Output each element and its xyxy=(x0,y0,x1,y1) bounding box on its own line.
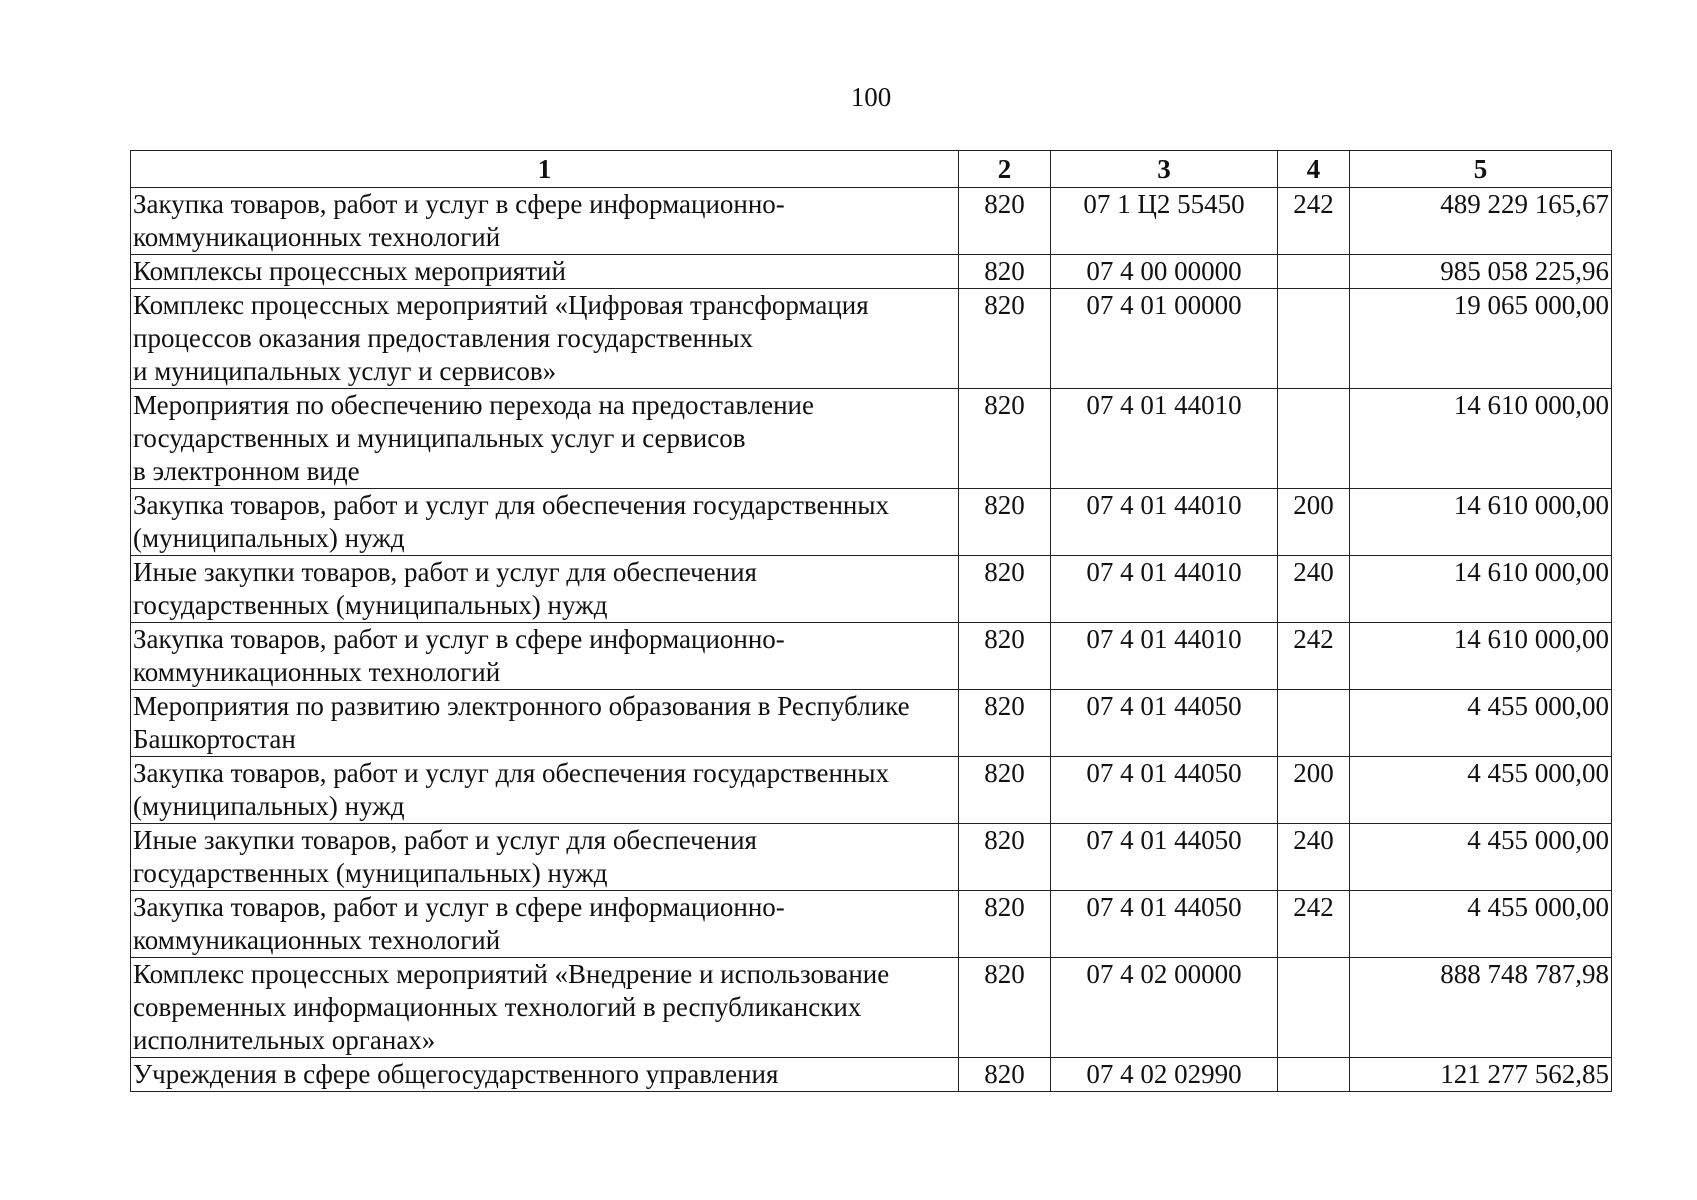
cell-target-article: 07 1 Ц2 55450 xyxy=(1051,188,1278,255)
cell-name xyxy=(131,891,959,958)
cell-expense-type xyxy=(1278,255,1350,289)
cell-name-line: коммуникационных технологий xyxy=(133,222,501,252)
cell-target-article: 07 4 02 00000 xyxy=(1051,958,1278,1058)
cell-name-line: (муниципальных) нужд xyxy=(133,523,405,553)
cell-amount: 14 610 000,00 xyxy=(1350,389,1612,489)
cell-department: 820 xyxy=(959,958,1051,1058)
cell-target-article: 07 4 01 44050 xyxy=(1051,757,1278,824)
cell-department: 820 xyxy=(959,255,1051,289)
cell-expense-type: 240 xyxy=(1278,824,1350,891)
column-header-expense-type: 4 xyxy=(1278,151,1350,188)
table-row xyxy=(131,891,1612,958)
cell-expense-type xyxy=(1278,1058,1350,1092)
cell-name xyxy=(131,489,959,556)
cell-name-line: Иные закупки товаров, работ и услуг для обеспечения xyxy=(133,557,757,587)
cell-name xyxy=(131,556,959,623)
cell-target-article: 07 4 00 00000 xyxy=(1051,255,1278,289)
cell-department: 820 xyxy=(959,188,1051,255)
table-row xyxy=(131,188,1612,255)
cell-name xyxy=(131,824,959,891)
cell-name-line: Закупка товаров, работ и услуг в сфере информационно- xyxy=(133,189,785,219)
column-header-name: 1 xyxy=(131,151,959,188)
cell-name xyxy=(131,255,959,289)
cell-department: 820 xyxy=(959,389,1051,489)
cell-name-line: государственных (муниципальных) нужд xyxy=(133,590,608,620)
cell-department: 820 xyxy=(959,623,1051,690)
cell-amount: 4 455 000,00 xyxy=(1350,891,1612,958)
cell-name xyxy=(131,1058,959,1092)
cell-department: 820 xyxy=(959,556,1051,623)
cell-expense-type: 242 xyxy=(1278,623,1350,690)
cell-amount: 4 455 000,00 xyxy=(1350,757,1612,824)
cell-amount: 121 277 562,85 xyxy=(1350,1058,1612,1092)
page-number: 100 xyxy=(850,82,892,112)
cell-name-line: государственных (муниципальных) нужд xyxy=(133,858,608,888)
cell-amount: 4 455 000,00 xyxy=(1350,824,1612,891)
table-row xyxy=(131,824,1612,891)
table-row xyxy=(131,958,1612,1058)
cell-name xyxy=(131,623,959,690)
cell-target-article: 07 4 01 44050 xyxy=(1051,824,1278,891)
column-header-department: 2 xyxy=(959,151,1051,188)
table-body xyxy=(131,188,1612,1092)
cell-target-article: 07 4 01 44010 xyxy=(1051,489,1278,556)
cell-name xyxy=(131,389,959,489)
cell-name-line: Закупка товаров, работ и услуг для обеспечения государственных xyxy=(133,490,890,520)
cell-name-line: Мероприятия по развитию электронного образования в Республике xyxy=(133,691,910,721)
cell-target-article: 07 4 01 44010 xyxy=(1051,623,1278,690)
cell-name-line: Закупка товаров, работ и услуг для обеспечения государственных xyxy=(133,758,890,788)
cell-expense-type xyxy=(1278,958,1350,1058)
cell-name-line: Мероприятия по обеспечению перехода на предоставление xyxy=(133,390,814,420)
cell-name xyxy=(131,757,959,824)
cell-name-line: Иные закупки товаров, работ и услуг для обеспечения xyxy=(133,825,757,855)
cell-expense-type: 200 xyxy=(1278,757,1350,824)
cell-name xyxy=(131,958,959,1058)
cell-department: 820 xyxy=(959,891,1051,958)
cell-name-line: Комплексы процессных мероприятий xyxy=(133,256,566,286)
table-row xyxy=(131,690,1612,757)
cell-name-line: (муниципальных) нужд xyxy=(133,791,405,821)
cell-department: 820 xyxy=(959,757,1051,824)
cell-name-line: коммуникационных технологий xyxy=(133,657,501,687)
table-row xyxy=(131,1058,1612,1092)
table-row xyxy=(131,255,1612,289)
cell-target-article: 07 4 01 44050 xyxy=(1051,891,1278,958)
cell-name xyxy=(131,289,959,389)
cell-department: 820 xyxy=(959,289,1051,389)
cell-name-line: и муниципальных услуг и сервисов» xyxy=(133,356,557,386)
cell-department: 820 xyxy=(959,489,1051,556)
cell-expense-type xyxy=(1278,289,1350,389)
cell-amount: 985 058 225,96 xyxy=(1350,255,1612,289)
cell-amount: 14 610 000,00 xyxy=(1350,623,1612,690)
column-header-amount: 5 xyxy=(1350,151,1612,188)
cell-amount: 14 610 000,00 xyxy=(1350,556,1612,623)
cell-department: 820 xyxy=(959,1058,1051,1092)
table-row xyxy=(131,289,1612,389)
table-row xyxy=(131,489,1612,556)
cell-target-article: 07 4 02 02990 xyxy=(1051,1058,1278,1092)
cell-name-line: Закупка товаров, работ и услуг в сфере информационно- xyxy=(133,892,785,922)
cell-name-line: Башкортостан xyxy=(133,724,296,754)
cell-target-article: 07 4 01 44010 xyxy=(1051,389,1278,489)
cell-target-article: 07 4 01 44010 xyxy=(1051,556,1278,623)
cell-department: 820 xyxy=(959,690,1051,757)
cell-name-line: коммуникационных технологий xyxy=(133,925,501,955)
cell-name-line: Комплекс процессных мероприятий «Цифровая трансформация xyxy=(133,290,869,320)
cell-target-article: 07 4 01 00000 xyxy=(1051,289,1278,389)
cell-expense-type xyxy=(1278,389,1350,489)
cell-name-line: современных информационных технологий в республиканских xyxy=(133,992,862,1022)
cell-expense-type: 240 xyxy=(1278,556,1350,623)
budget-table xyxy=(130,150,1612,1092)
cell-expense-type: 200 xyxy=(1278,489,1350,556)
table-row xyxy=(131,556,1612,623)
cell-name-line: Комплекс процессных мероприятий «Внедрение и использование xyxy=(133,959,890,989)
cell-expense-type xyxy=(1278,690,1350,757)
cell-amount: 4 455 000,00 xyxy=(1350,690,1612,757)
cell-name-line: Закупка товаров, работ и услуг в сфере информационно- xyxy=(133,624,785,654)
cell-name-line: исполнительных органах» xyxy=(133,1025,436,1055)
cell-name-line: в электронном виде xyxy=(133,456,360,486)
cell-expense-type: 242 xyxy=(1278,188,1350,255)
table-row xyxy=(131,389,1612,489)
cell-target-article: 07 4 01 44050 xyxy=(1051,690,1278,757)
cell-name xyxy=(131,188,959,255)
column-header-target-article: 3 xyxy=(1051,151,1278,188)
cell-amount: 19 065 000,00 xyxy=(1350,289,1612,389)
cell-amount: 14 610 000,00 xyxy=(1350,489,1612,556)
cell-name xyxy=(131,690,959,757)
table-header-row xyxy=(131,151,1612,188)
cell-name-line: процессов оказания предоставления государственных xyxy=(133,323,754,353)
table-row xyxy=(131,757,1612,824)
cell-amount: 489 229 165,67 xyxy=(1350,188,1612,255)
cell-expense-type: 242 xyxy=(1278,891,1350,958)
table-row xyxy=(131,623,1612,690)
cell-department: 820 xyxy=(959,824,1051,891)
cell-name-line: Учреждения в сфере общегосударственного управления xyxy=(133,1059,779,1089)
cell-name-line: государственных и муниципальных услуг и сервисов xyxy=(133,423,746,453)
cell-amount: 888 748 787,98 xyxy=(1350,958,1612,1058)
